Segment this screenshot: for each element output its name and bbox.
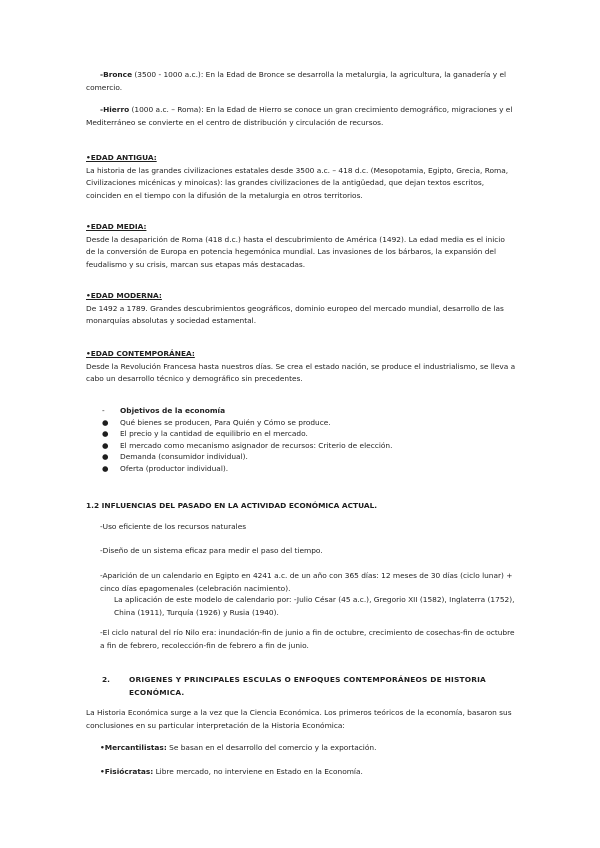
bullet-icon: ● bbox=[102, 429, 109, 439]
list-item: ● Oferta (productor individual). bbox=[102, 463, 229, 473]
mercantilistas-term: •Mercantilistas: bbox=[100, 743, 167, 752]
section-1-2-p1: -Uso eficiente de los recursos naturales bbox=[100, 522, 247, 531]
edad-moderna-text: De 1492 a 1789. Grandes descubrimientos geográficos, dominio europeo del mercado mundial, desarrollo de las monarquías absolutas y sociedad estamental. bbox=[86, 303, 504, 325]
edad-media-section bbox=[86, 221, 516, 271]
edad-media-heading: •EDAD MEDIA: bbox=[86, 222, 147, 231]
bullet-icon: ● bbox=[102, 440, 109, 450]
section-1-2-p3: -Aparición de un calendario en Egipto en 4241 a.c. de un año con 365 días: 12 meses de 30 días (ciclo lunar) + cinco días epagomenales (celebración nacimiento). bbox=[100, 571, 513, 593]
list-item: ● El precio y la cantidad de equilibrio en el mercado. bbox=[102, 429, 308, 439]
edad-moderna-heading: •EDAD MODERNA: bbox=[86, 291, 162, 300]
mercantilistas-paragraph bbox=[86, 742, 516, 755]
section-1-2-heading: 1.2 INFLUENCIAS DEL PASADO EN LA ACTIVIDAD ECONÓMICA ACTUAL. bbox=[86, 501, 378, 510]
edad-contemporanea-text: Desde la Revolución Francesa hasta nuestros días. Se crea el estado nación, se produce el industrialismo, se lleva a cabo un desarrollo técnico y demográfico sin precedentes. bbox=[86, 361, 516, 383]
bullet-icon: ● bbox=[102, 417, 109, 427]
edad-contemporanea-section bbox=[86, 348, 516, 386]
dash-marker: - bbox=[102, 406, 105, 415]
hierro-term: -Hierro bbox=[100, 105, 130, 114]
section-1-2-p2: -Diseño de un sistema eficaz para medir el paso del tiempo. bbox=[100, 546, 323, 555]
section-1-2-p3b: La aplicación de este modelo de calendario por: -Julio César (45 a.c.), Gregorio XII (1582), Inglaterra (1752), China (1911), Turquía (1926) y Rusia (1940). bbox=[114, 595, 515, 617]
list-item: ● Qué bienes se producen, Para Quién y Cómo se produce. bbox=[102, 417, 331, 427]
fisiocratas-text: Libre mercado, no interviene en Estado en la Economía. bbox=[153, 767, 363, 776]
mercantilistas-text: Se basan en el desarrollo del comercio y la exportación. bbox=[166, 743, 377, 752]
fisiocratas-paragraph bbox=[86, 766, 516, 779]
bullet-icon: ● bbox=[102, 463, 109, 473]
edad-antigua-heading: •EDAD ANTIGUA: bbox=[86, 153, 157, 162]
section-2-intro: La Historia Económica surge a la vez que la Ciencia Económica. Los primeros teóricos de la economía, basaron sus conclusiones en su particular interpretación de la Historia Económica: bbox=[86, 708, 512, 730]
list-item: ● El mercado como mecanismo asignador de recursos: Criterio de elección. bbox=[102, 440, 393, 450]
objetivos-list bbox=[102, 405, 516, 475]
list-item: ● Demanda (consumidor individual). bbox=[102, 452, 248, 462]
section-2-number: 2. bbox=[102, 675, 110, 684]
bronce-text: (3500 - 1000 a.c.): En la Edad de Bronce se desarrolla la metalurgia, la agricultura, la ganadería y el comercio. bbox=[86, 70, 507, 92]
hierro-text: (1000 a.c. – Roma): En la Edad de Hierro se conoce un gran crecimiento demográfico, migraciones y el Mediterráneo se convierte en el centro de distribución y circulación de recursos. bbox=[86, 105, 513, 127]
section-2-heading bbox=[86, 674, 516, 699]
edad-antigua-text: La historia de las grandes civilizaciones estatales desde 3500 a.c. – 418 d.c. (Mesopotamia, Egipto, Grecia, Roma, Civilizaciones micénicas y minoicas): las grandes civilizaciones de la antigüedad, que dejan textos escritos, coinciden en el tiempo con la difusión de la metalurgia en otros territorios. bbox=[86, 165, 509, 200]
bronce-paragraph bbox=[86, 69, 516, 94]
edad-media-text: Desde la desaparición de Roma (418 d.c.) hasta el descubrimiento de América (1492). La edad media es el inicio de la conversión de Europa en potencia hegemónica mundial. Las invasiones de los bárbaros, la expansión del feudalismo y su crisis, marcan sus etapas más destacadas. bbox=[86, 234, 505, 269]
edad-antigua-section bbox=[86, 152, 516, 202]
fisiocratas-term: •Fisiócratas: bbox=[100, 767, 154, 776]
section-2-title: ORIGENES Y PRINCIPALES ESCULAS O ENFOQUES CONTEMPORÁNEOS DE HISTORIA ECONÓMICA. bbox=[129, 675, 486, 697]
bronce-term: -Bronce bbox=[100, 70, 133, 79]
edad-contemporanea-heading: •EDAD CONTEMPORÁNEA: bbox=[86, 349, 195, 358]
objetivos-title: - Objetivos de la economía bbox=[102, 406, 226, 415]
hierro-paragraph bbox=[86, 104, 516, 129]
edad-moderna-section bbox=[86, 290, 516, 328]
section-1-2-p4: -El ciclo natural del río Nilo era: inundación-fin de junio a fin de octubre, crecimiento de cosechas-fin de octubre a fin de febrero, recolección-fin de febrero a fin de junio. bbox=[100, 628, 515, 650]
bullet-icon: ● bbox=[102, 452, 109, 462]
